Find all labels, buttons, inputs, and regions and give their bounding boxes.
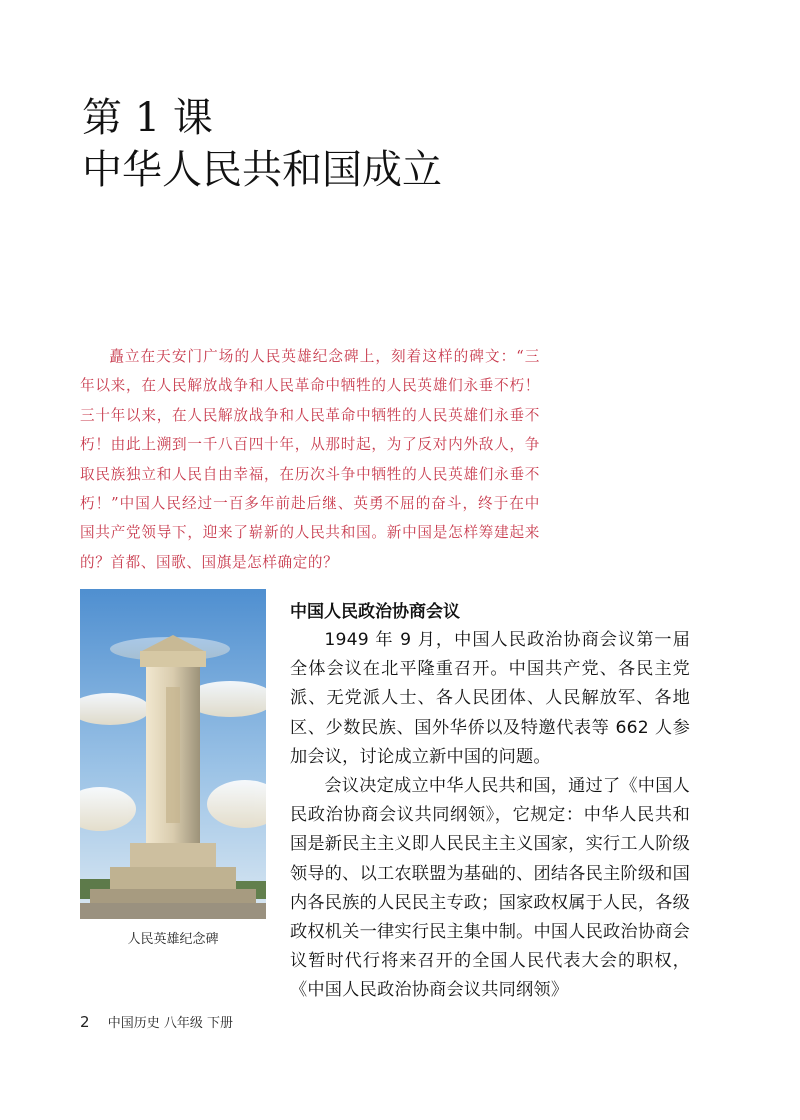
- monument-top: [140, 651, 206, 667]
- monument-photo: [80, 589, 266, 919]
- photo-caption: 人民英雄纪念碑: [127, 932, 219, 947]
- intro-paragraph: 矗立在天安门广场的人民英雄纪念碑上，刻着这样的碑文：“三年以来，在人民解放战争和人民革命中牺牲的人民英雄们永垂不朽！三十年以来，在人民解放战争和人民革命中牺牲的人民英雄们永垂不朽！由此上溯到一千八百四十年，从那时起，为了反对内外敌人，争取民族独立和人民自由幸福，在历次斗争中牺牲的人民英雄们永垂不朽！”中国人民经过一百多年前赴后继、英勇不屈的奋斗，终于在中国共产党领导下，迎来了崭新的人民共和国。新中国是怎样筹建起来的？首都、国歌、国旗是怎样确定的？: [80, 348, 540, 571]
- book-title: 中国历史 八年级 下册: [107, 1016, 233, 1031]
- page-number: 2: [80, 1013, 90, 1031]
- body-paragraph-2: 会议决定成立中华人民共和国，通过了《中国人民政治协商会议共同纲领》，它规定：中华人民共和国是新民主主义即人民民主主义国家，实行工人阶级领导的、以工农联盟为基础的、团结各民主阶级和国内各民族的人民民主专政；国家政权属于人民，各级政权机关一律实行民主集中制。中国人民政治协商会议暂时代行将来召开的全国人民代表大会的职权，《中国人民政治协商会议共同纲领》: [290, 776, 690, 1001]
- terrace: [90, 889, 256, 903]
- page-footer: [80, 1012, 233, 1031]
- section-body: [290, 626, 690, 1006]
- lesson-number: 第 1 课: [82, 95, 213, 141]
- lesson-name: 中华人民共和国成立: [82, 147, 442, 193]
- monument-base-upper: [130, 843, 216, 867]
- monument-inscription: [166, 687, 180, 823]
- monument-base-lower: [110, 867, 236, 889]
- lesson-title: [82, 92, 442, 196]
- section-heading: 中国人民政治协商会议: [290, 602, 460, 622]
- plaza: [80, 903, 266, 919]
- body-paragraph-1: 1949 年 9 月，中国人民政治协商会议第一届全体会议在北平隆重召开。中国共产党、各民主党派、无党派人士、各人民团体、人民解放军、各地区、少数民族、国外华侨以及特邀代表等 662 人参加会议，讨论成立新中国的问题。: [290, 630, 690, 767]
